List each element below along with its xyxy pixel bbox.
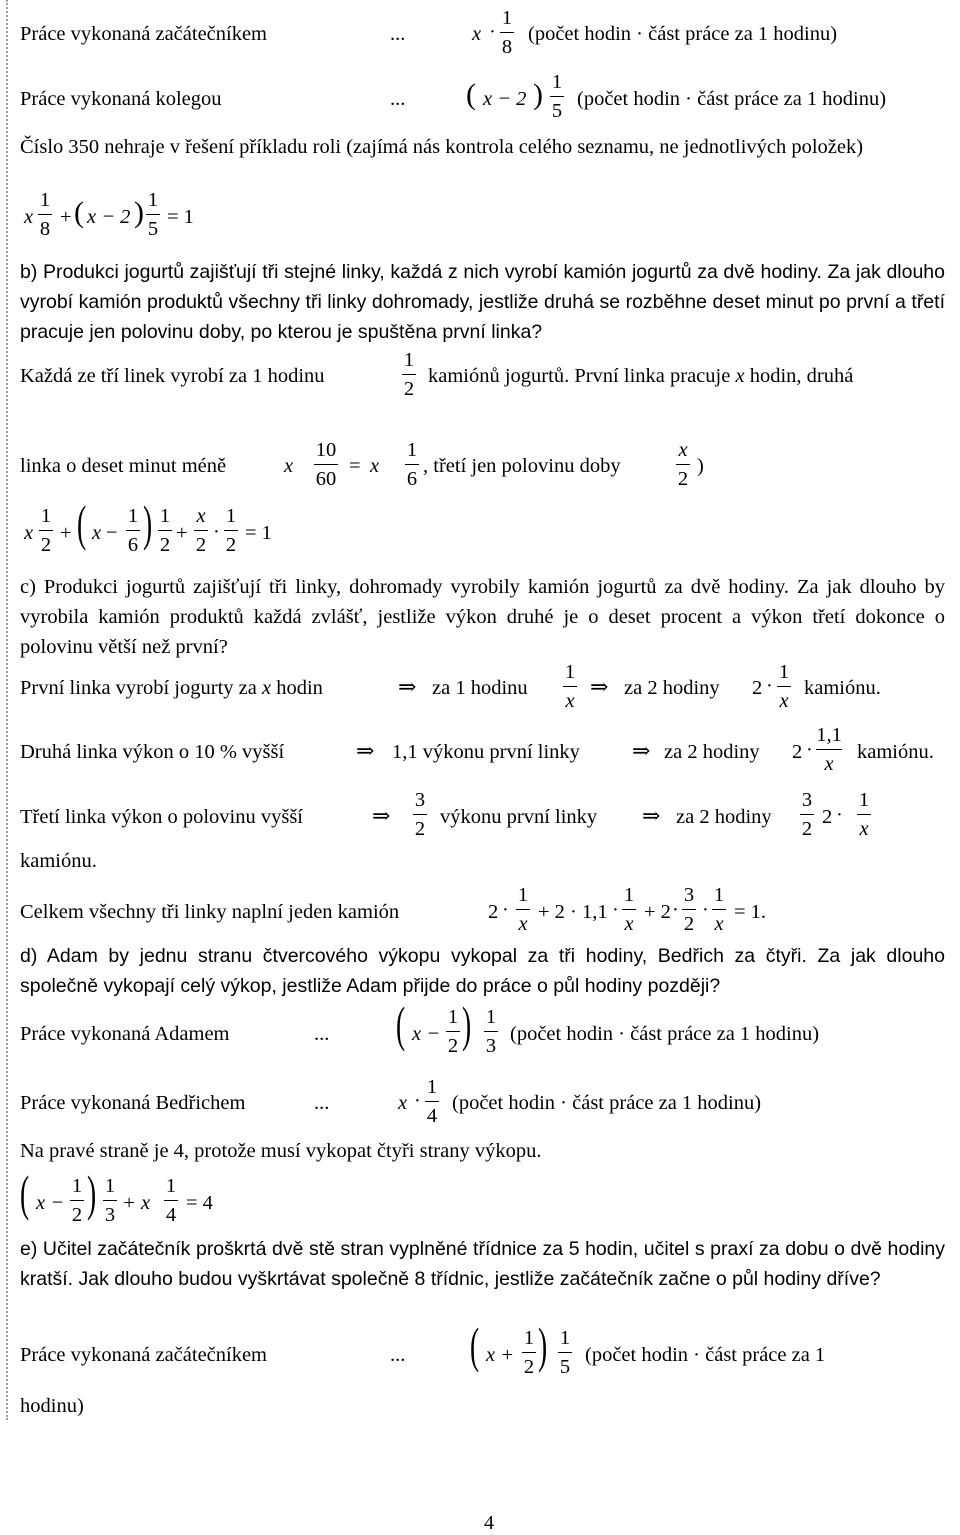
fraction-1-8: 1 8: [501, 7, 513, 58]
fraction-10-60: 10 60: [315, 439, 337, 490]
dots: ...: [390, 88, 406, 110]
c-text-1: První linka vyrobí jogurty za x hodin: [20, 677, 323, 699]
fraction-1-5: 1 5: [551, 71, 563, 122]
c-text-4: Celkem všechny tři linky naplní jeden kamión: [20, 901, 400, 923]
fraction-1-2: 1 2: [403, 349, 415, 400]
problem-e: e) Učitel začátečník proškrtá dvě stě stran vyplněné třídnice za 5 hodin, učitel s praxí za dobu o dvě hodiny kratší. Jak dlouho budou vyškrtávat společně 8 třídnic, jestliže začátečník začne o půl hodiny dříve?: [20, 1238, 945, 1290]
implies-arrow: ⇒: [398, 674, 417, 699]
fraction-1-4: 1 4: [426, 1076, 438, 1127]
work-colleague-line: [20, 89, 222, 110]
note: (počet hodin · část práce za 1 hodinu): [528, 23, 838, 45]
implies-arrow: ⇒: [642, 803, 661, 828]
b-text-2: kamiónů jogurtů. První linka pracuje x hodin, druhá: [428, 365, 854, 387]
problem-d: d) Adam by jednu stranu čtvercového výkopu vykopal za tři hodiny, Bedřich za čtyři. Za jak dlouho společně vykopají celý výkop, jestliže Adam přijde do práce o půl hodiny později?: [20, 945, 945, 997]
fraction-1-x: 1 x: [778, 661, 790, 712]
page-number: 4: [484, 1512, 494, 1534]
implies-arrow: ⇒: [356, 738, 375, 763]
note: (počet hodin · část práce za 1 hodinu): [577, 88, 887, 110]
var-x: x: [472, 23, 482, 45]
fraction-x-2: x 2: [677, 439, 689, 490]
left-paren: (: [466, 78, 476, 111]
c-text-3: Třetí linka výkon o polovinu vyšší: [20, 806, 303, 828]
fraction-1-x: 1 x: [858, 789, 870, 840]
fraction-3-2: 3 2: [414, 789, 426, 840]
dots: ...: [390, 23, 406, 45]
fraction-1-6: 1 6: [406, 439, 418, 490]
row-label: Práce vykonaná začátečníkem: [20, 1344, 268, 1366]
implies-arrow: ⇒: [372, 803, 391, 828]
fraction-3-2: 3 2: [801, 789, 813, 840]
b-text-3: linka o deset minut méně: [20, 455, 227, 477]
implies-arrow: ⇒: [590, 674, 609, 699]
row-label: Práce vykonaná kolegou: [20, 88, 222, 110]
row-label: Práce vykonaná Adamem: [20, 1023, 230, 1045]
fraction-1-1-x: 1,1 x: [816, 724, 842, 775]
d-note: Na pravé straně je 4, protože musí vykopat čtyři strany výkopu.: [20, 1140, 542, 1162]
times-dot: ·: [489, 21, 496, 43]
row-label: Práce vykonaná začátečníkem: [20, 23, 268, 45]
margin-dotted-line: [6, 0, 8, 1420]
row-label: Práce vykonaná Bedřichem: [20, 1092, 246, 1114]
problem-c: c) Produkci jogurtů zajišťují tři linky, dohromady vyrobily kamión jogurtů za dvě hodiny. Za jak dlouho by vyrobila kamión produktů každá zvlášť, jestliže výkon druhé je o deset procent a výkon třetí dokonce o polovinu větší než první?: [20, 576, 945, 658]
b-text-1: Každá ze tří linek vyrobí za 1 hodinu: [20, 365, 325, 387]
work-beginner-line: [20, 24, 267, 45]
problem-b: b) Produkci jogurtů zajišťují tři stejné linky, každá z nich vyrobí kamión jogurtů za dvě hodiny. Za jak dlouho vyrobí kamión produktů všechny tři linky dohromady, jestliže druhá se rozběhne deset minut po první a třetí pracuje jen polovinu doby, po kterou je spuštěna první linka?: [20, 261, 945, 343]
fraction-1-x: 1 x: [564, 661, 576, 712]
expr-x-2: x − 2: [483, 88, 527, 110]
c-text-2: Druhá linka výkon o 10 % vyšší: [20, 741, 285, 763]
paragraph-note: Číslo 350 nehraje v řešení příkladu roli (zajímá nás kontrola celého seznamu, ne jednotlivých položek): [20, 136, 864, 158]
right-paren: ): [533, 78, 543, 111]
implies-arrow: ⇒: [632, 738, 651, 763]
